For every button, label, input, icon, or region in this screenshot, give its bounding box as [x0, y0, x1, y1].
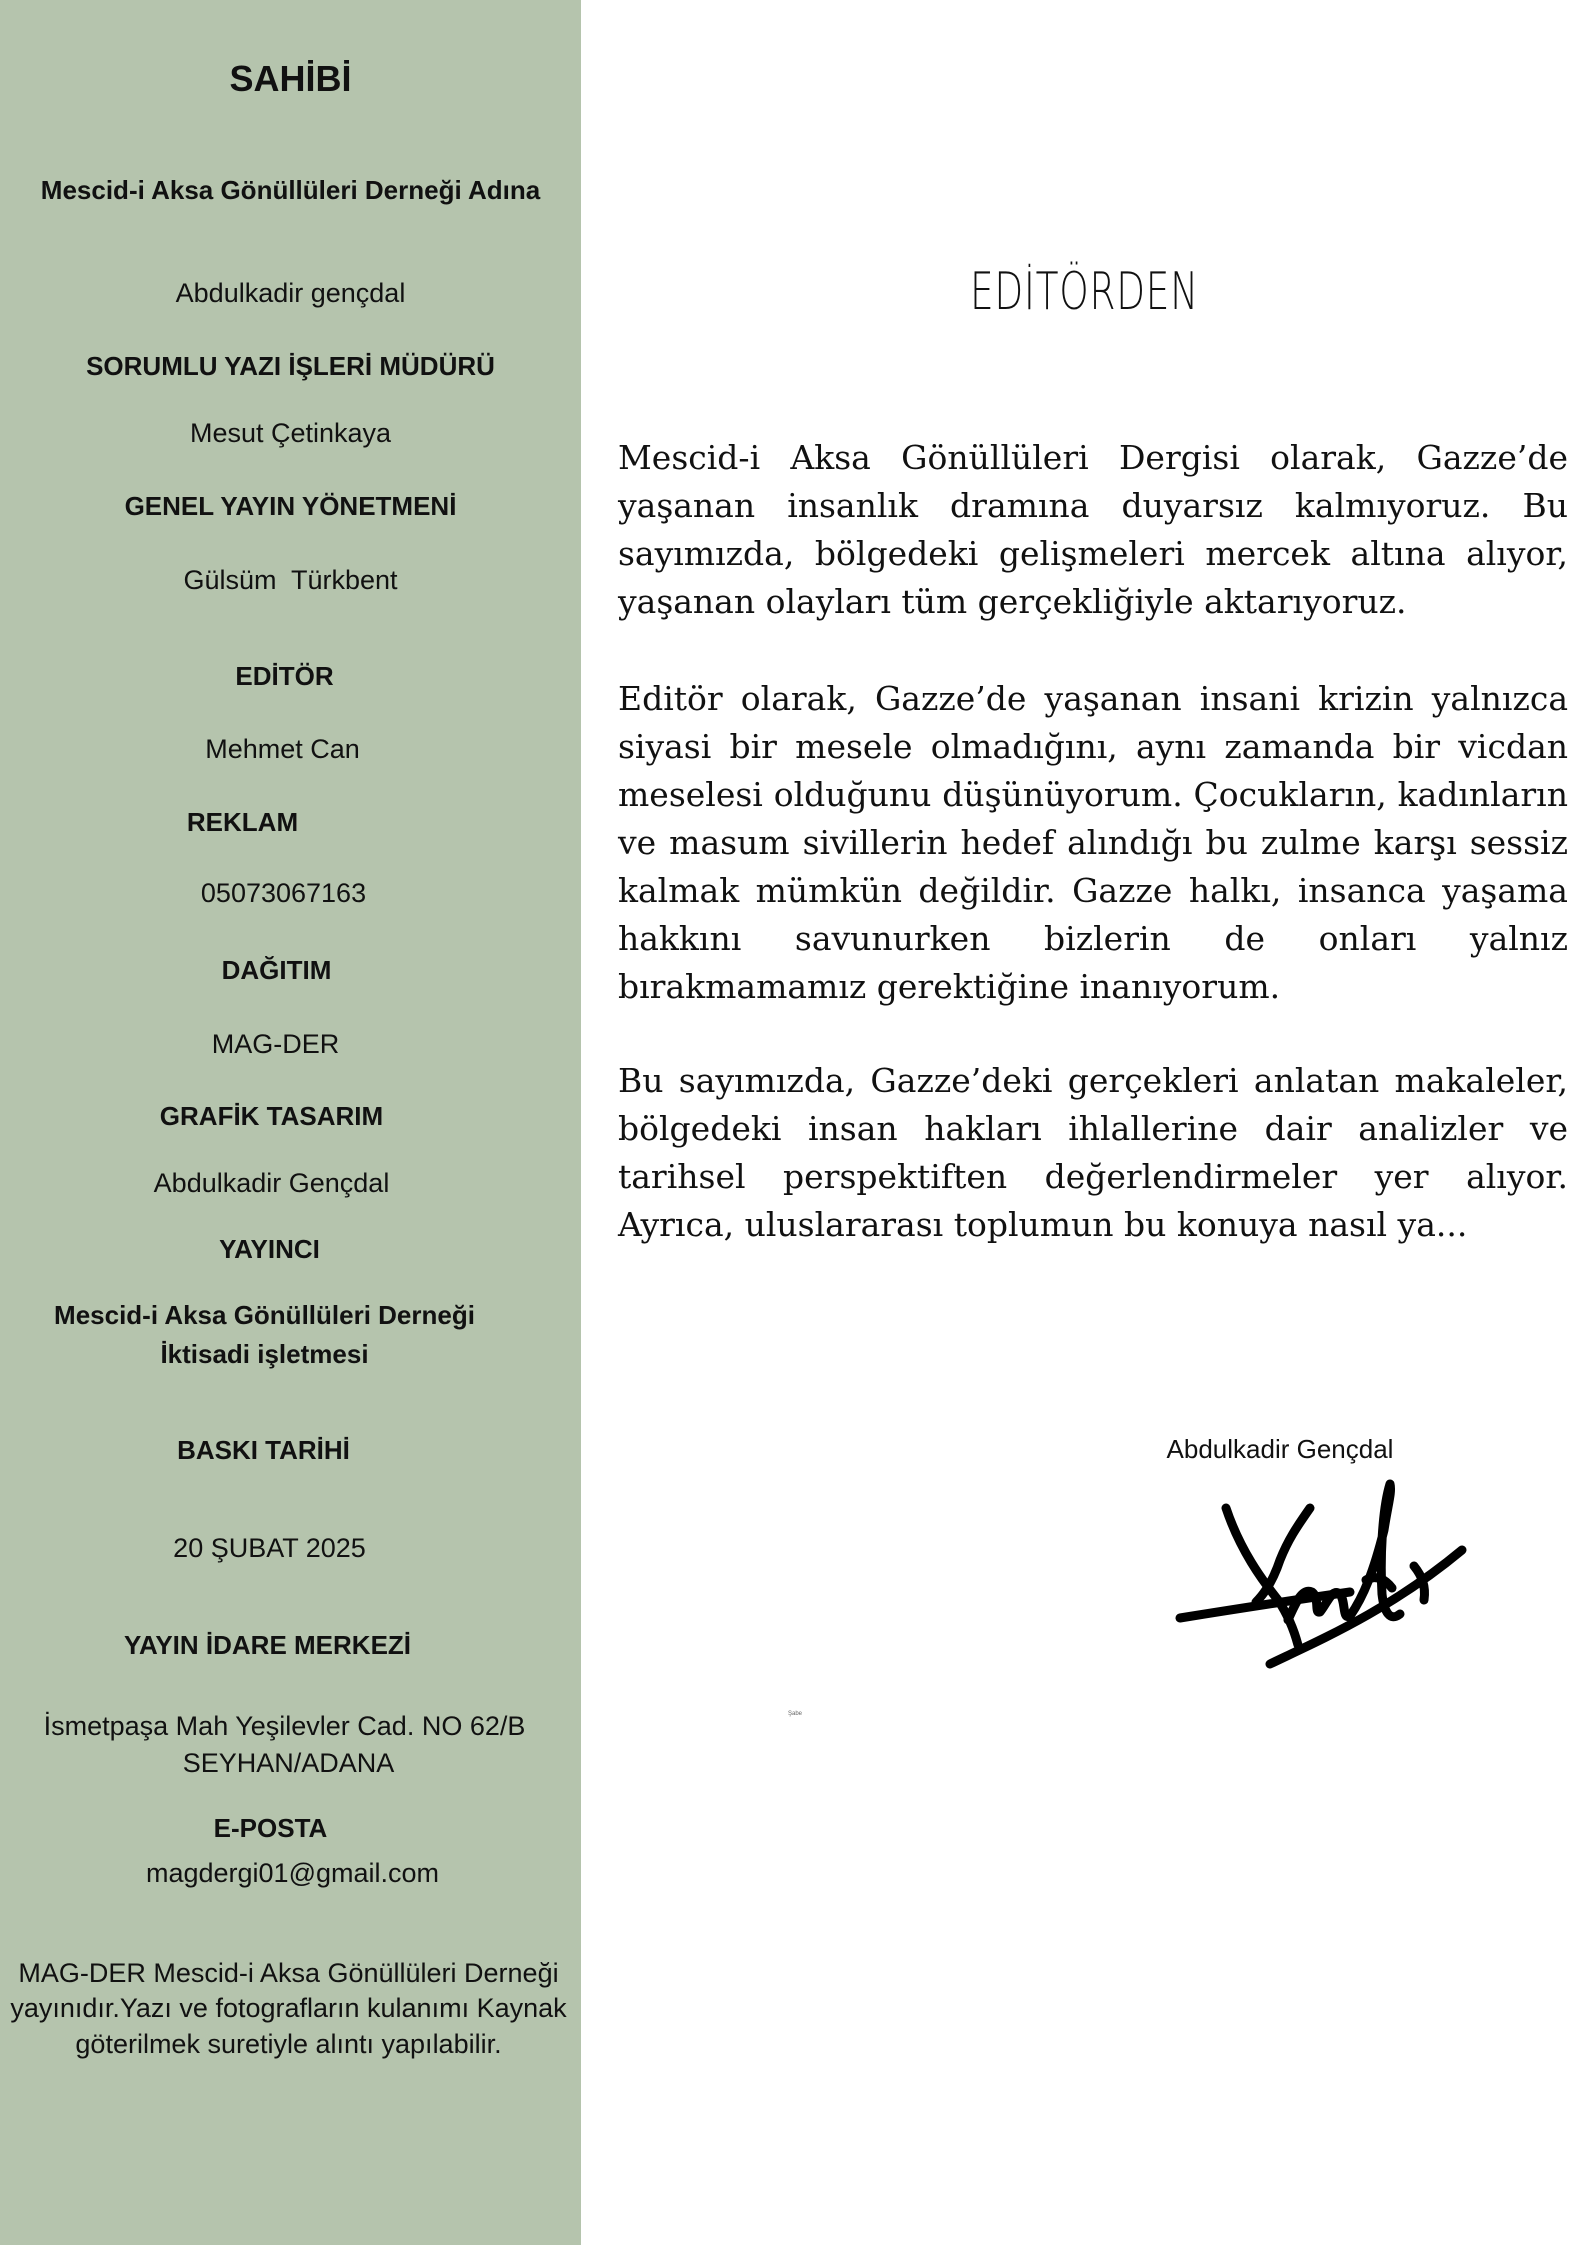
masthead-sidebar	[0, 0, 581, 2245]
editorial-heading: EDİTÖRDEN	[970, 262, 1199, 322]
publisher-line-1: Mescid-i Aksa Gönüllüleri Derneği	[54, 1300, 475, 1330]
notice-line-3: göterilmek suretiyle alıntı yapılabilir.	[75, 2029, 502, 2059]
office-line-1: İsmetpaşa Mah Yeşilevler Cad. NO 62/B	[43, 1711, 526, 1741]
editor-heading: EDİTÖR	[235, 661, 334, 691]
ads-heading: REKLAM	[186, 807, 299, 837]
design-name: Abdulkadir Gençdal	[153, 1168, 390, 1198]
managing-editor-heading: SORUMLU YAZI İŞLERİ MÜDÜRÜ	[86, 351, 495, 381]
office-line-2: SEYHAN/ADANA	[182, 1748, 395, 1778]
owner-heading: SAHİBİ	[229, 58, 352, 99]
managing-editor-name: Mesut Çetinkaya	[189, 418, 392, 448]
notice-line-1: MAG-DER Mescid-i Aksa Gönüllüleri Derneği	[18, 1958, 559, 1988]
signer-name: Abdulkadir Gençdal	[1166, 1434, 1394, 1464]
publisher-heading: YAYINCI	[219, 1234, 320, 1264]
editor-name: Mehmet Can	[205, 734, 360, 764]
publishing-director-name: Gülsüm Türkbent	[183, 565, 398, 595]
notice-line-2: yayınıdır.Yazı ve fotografların kulanımı Kaynak	[10, 1993, 567, 2023]
email-address: magdergi01@gmail.com	[145, 1858, 440, 1888]
distribution-value: MAG-DER	[211, 1029, 340, 1059]
editorial-paragraph-1: Mescid-i Aksa Gönüllüleri Dergisi olarak, Gazze’de yaşanan insanlık dramına duyarsız kalmıyoruz. Bu sayımızda, bölgedeki gelişmeleri mercek altına alıyor, yaşanan olayları tüm gerçekliğiyle aktarıyoruz.	[618, 438, 1568, 621]
ads-phone: 05073067163	[200, 878, 367, 908]
publisher-line-2: İktisadi işletmesi	[160, 1339, 369, 1369]
print-date: 20 ŞUBAT 2025	[173, 1533, 366, 1563]
design-heading: GRAFİK TASARIM	[159, 1101, 384, 1131]
editorial-paragraph-3: Bu sayımızda, Gazze’deki gerçekleri anlatan makaleler, bölgedeki insan hakları ihlallerine dair analizler ve tarihsel perspektiften değerlendirmeler yer alıyor. Ayrıca, uluslararası toplumun bu konuya nasıl ya...	[618, 1061, 1568, 1244]
signature-image	[1170, 1470, 1480, 1680]
distribution-heading: DAĞITIM	[221, 955, 332, 985]
editorial-paragraph-2: Editör olarak, Gazze’de yaşanan insani krizin yalnızca siyasi bir mesele olmadığını, aynı zamanda bir vicdan meselesi olduğunu düşünüyorum. Çocukların, kadınların ve masum sivillerin hedef alındığı bu zulme karşı sessiz kalmak mümkün değildir. Gazze halkı, insanca yaşama hakkını savunurken bizlerin de onları yalnız bırakmamamız gerektiğine inanıyorum.	[618, 679, 1568, 1006]
print-date-heading: BASKI TARİHİ	[177, 1435, 350, 1465]
publishing-director-heading: GENEL YAYIN YÖNETMENİ	[124, 491, 457, 521]
office-heading: YAYIN İDARE MERKEZİ	[123, 1630, 412, 1660]
email-heading: E-POSTA	[213, 1813, 328, 1843]
tiny-mark: Şabe	[788, 1711, 803, 1717]
owner-name: Abdulkadir gençdal	[175, 278, 406, 308]
owner-org: Mescid-i Aksa Gönüllüleri Derneği Adına	[40, 175, 541, 205]
